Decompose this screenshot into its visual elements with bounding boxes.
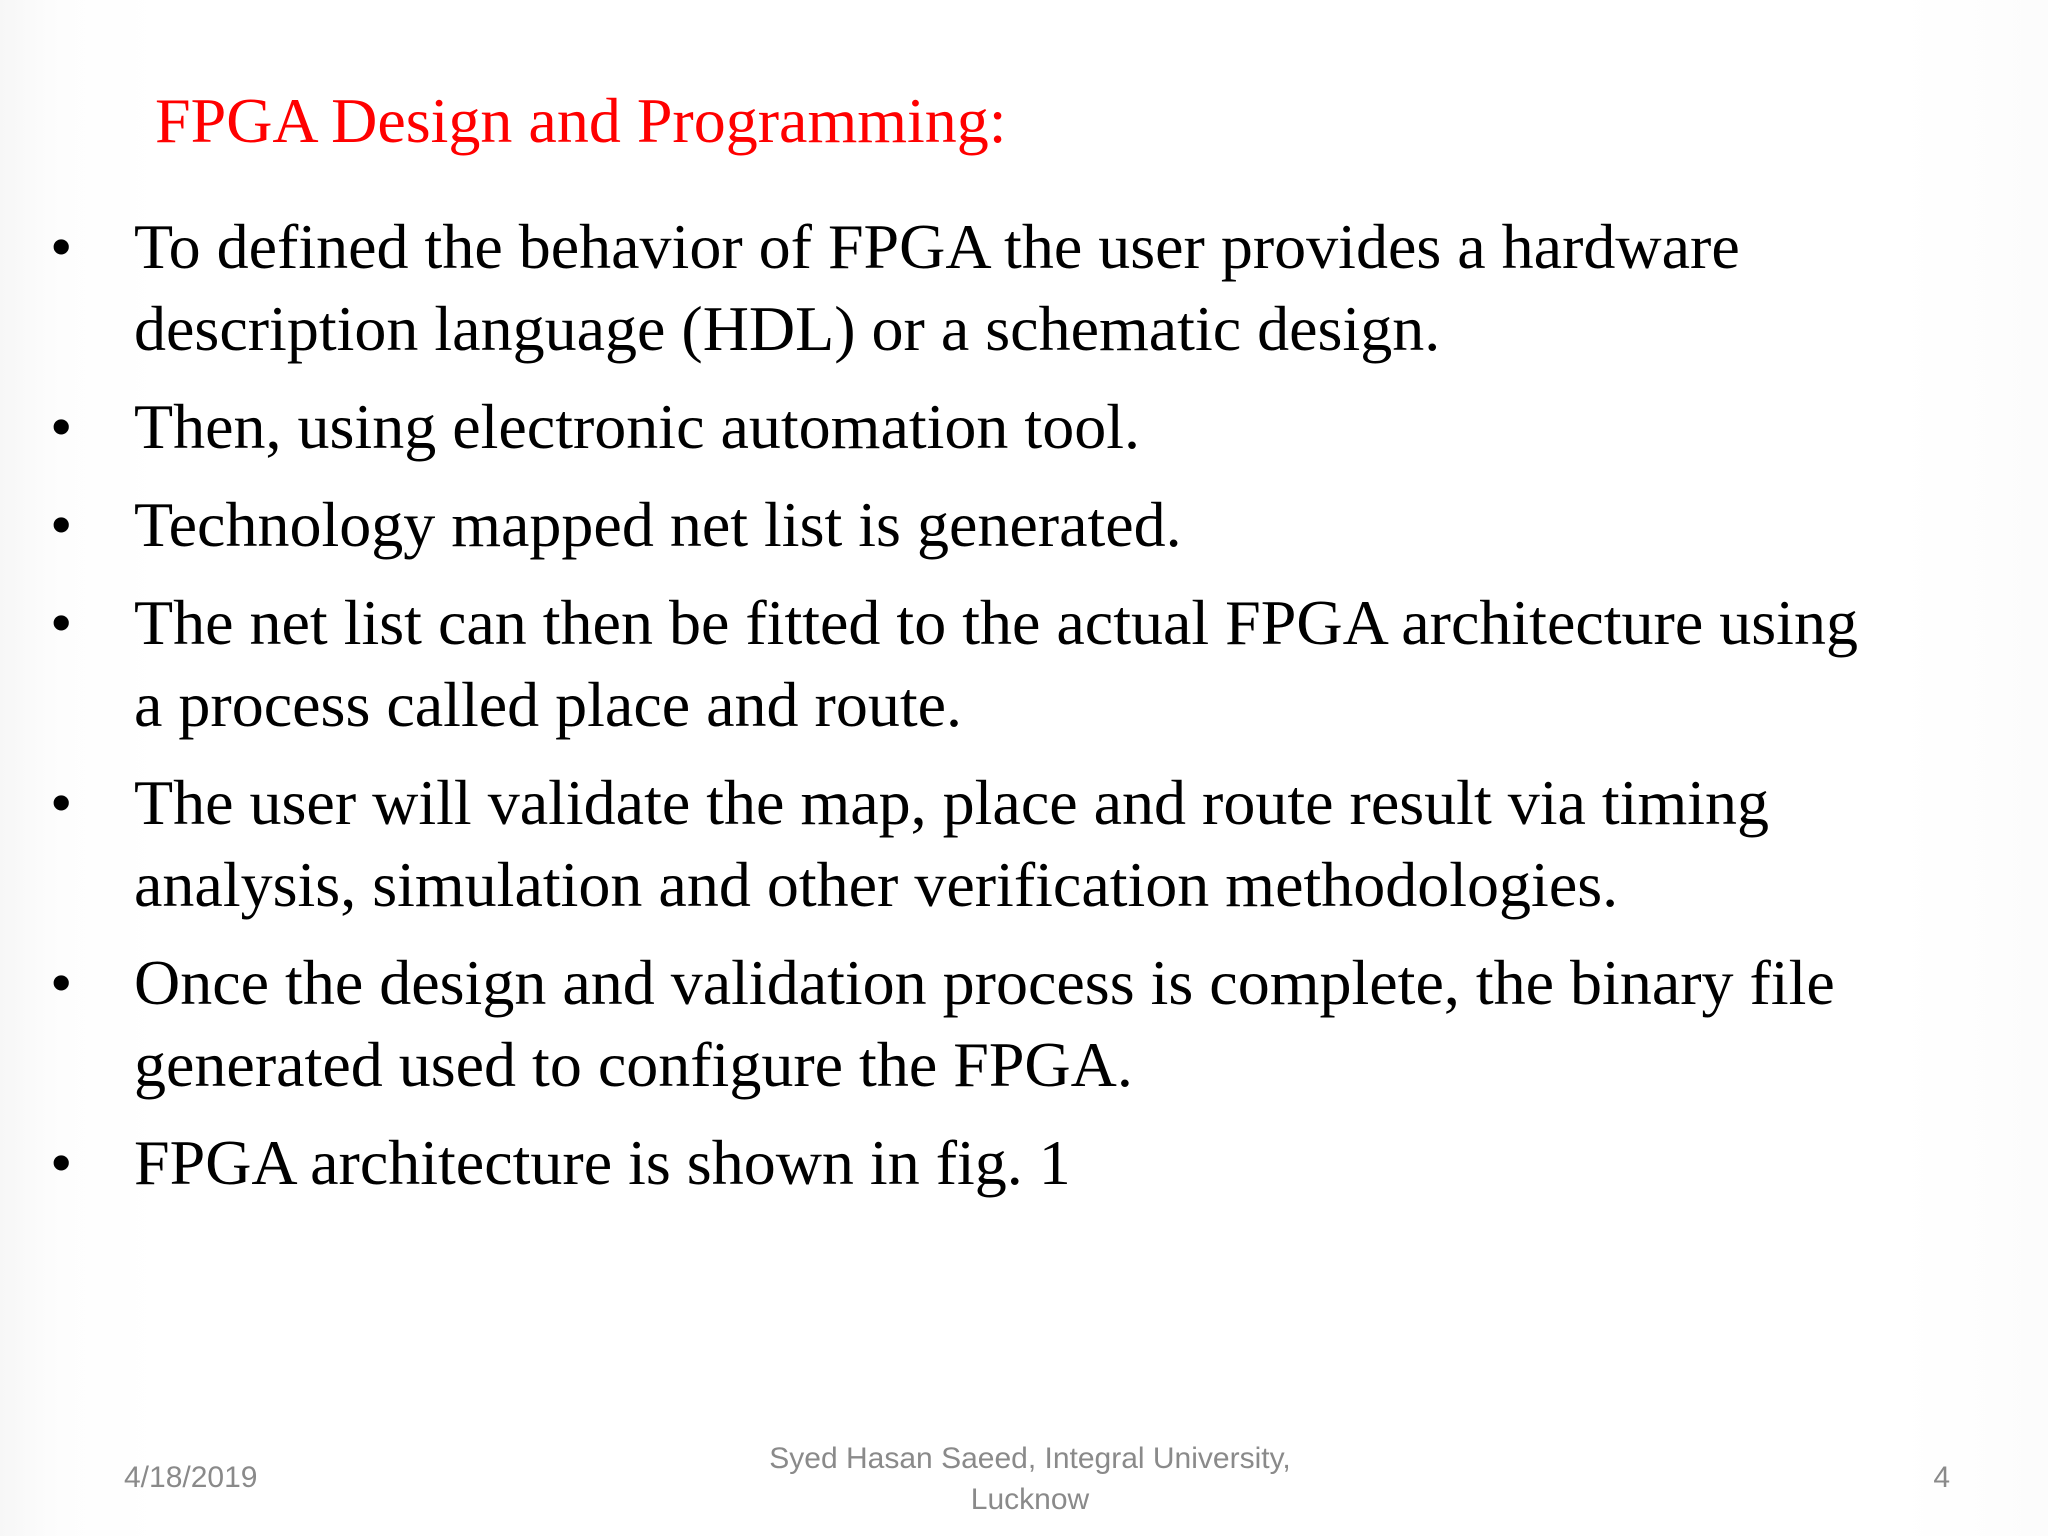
bullet-dot-icon: • [50,587,73,658]
bullet-text: To defined the behavior of FPGA the user provides a hardware description language (HDL) or a schematic design. [134,211,1740,364]
footer-author-line: Syed Hasan Saeed, Integral University, [769,1442,1291,1475]
bullet-item [50,762,2000,926]
footer-author-line: Lucknow [970,1483,1090,1516]
page-number: 4 [1933,1461,1950,1494]
bullet-text: Then, using electronic automation tool. [134,391,1140,462]
bullet-list [50,206,2000,1220]
bullet-text: The user will validate the map, place and route result via timing analysis, simulation and other verification methodologies. [134,767,1770,920]
bullet-item [50,942,2000,1106]
bullet-text: FPGA architecture is shown in fig. 1 [134,1127,1071,1198]
bullet-item [50,484,2000,566]
bullet-dot-icon: • [50,391,73,462]
footer-date: 4/18/2019 [124,1461,258,1494]
bullet-text: The net list can then be fitted to the actual FPGA architecture using a process called place and route. [134,587,1858,740]
bullet-dot-icon: • [50,489,73,560]
footer-author [700,1438,1360,1520]
bullet-dot-icon: • [50,211,73,282]
bullet-dot-icon: • [50,767,73,838]
bullet-dot-icon: • [50,1127,73,1198]
bullet-item [50,1122,2000,1204]
bullet-item [50,206,2000,370]
bullet-item [50,386,2000,468]
bullet-dot-icon: • [50,947,73,1018]
slide-title: FPGA Design and Programming: [155,85,1007,156]
bullet-text: Technology mapped net list is generated. [134,489,1182,560]
bullet-text: Once the design and validation process is complete, the binary file generated used to configure the FPGA. [134,947,1835,1100]
bullet-item [50,582,2000,746]
